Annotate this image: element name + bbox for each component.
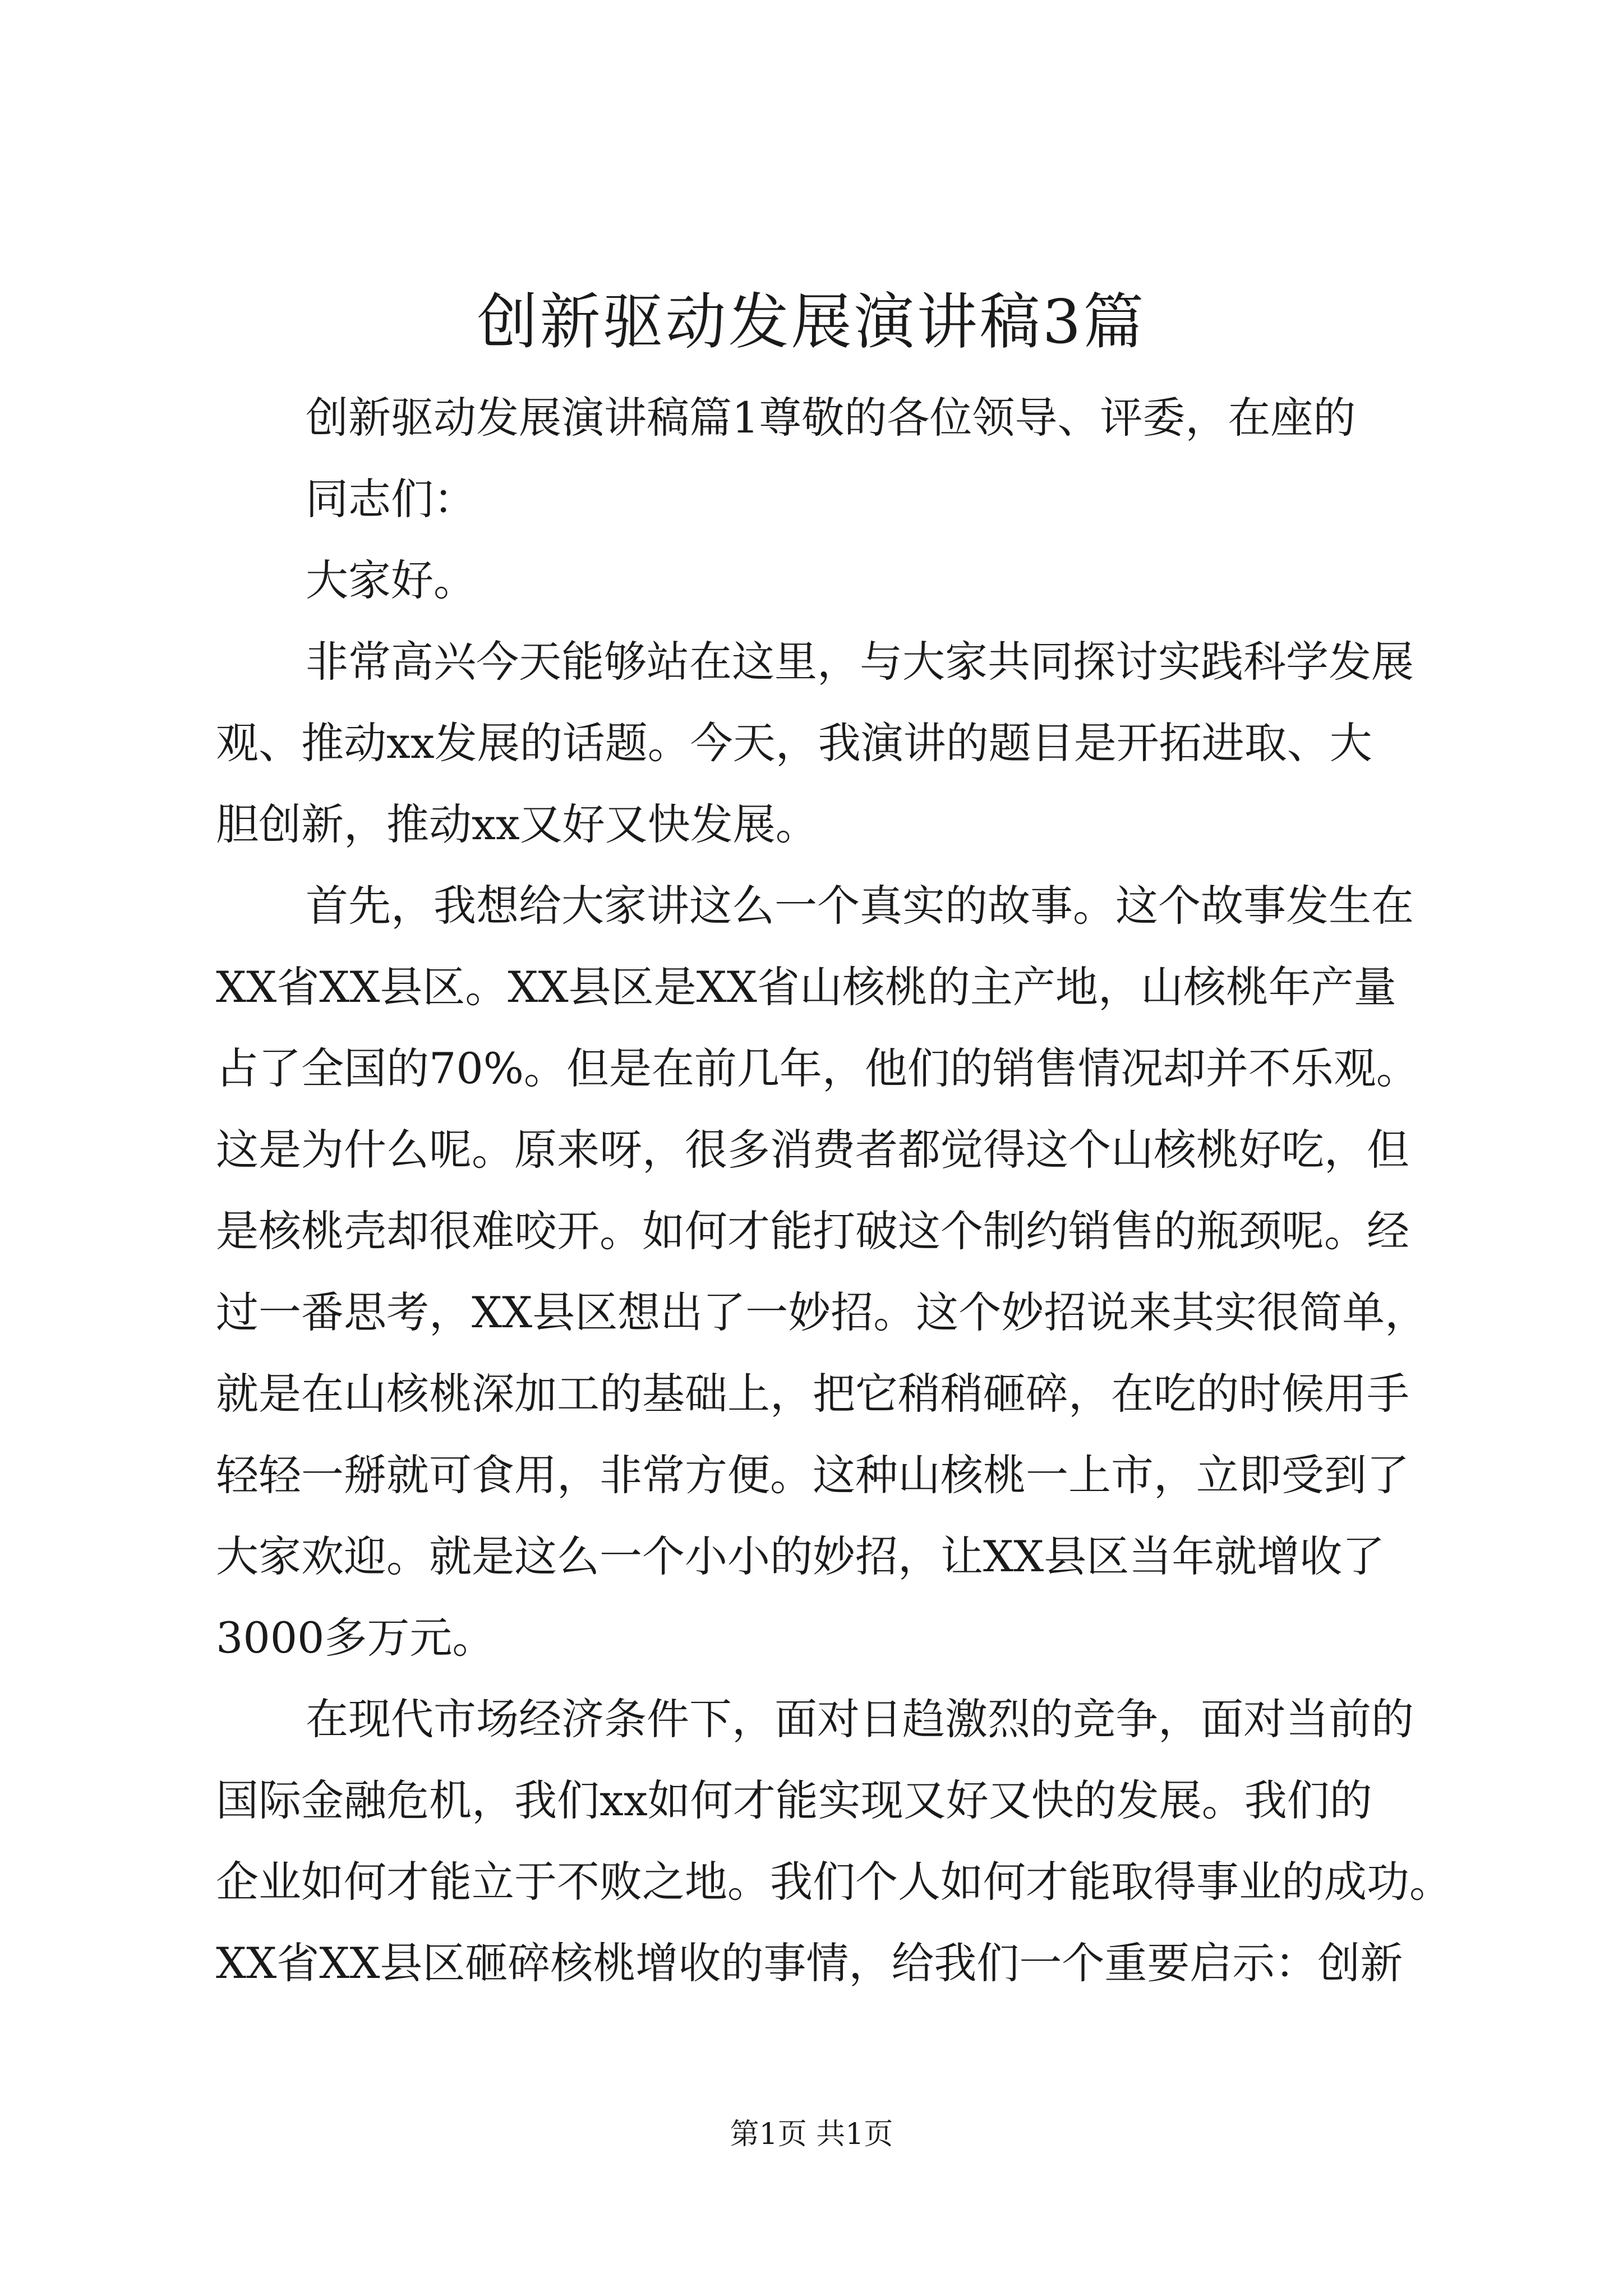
text-line: 就是在山核桃深加工的基础上，把它稍稍砸碎，在吃的时候用手 <box>216 1369 1409 1419</box>
text-line: XX省XX县区砸碎核桃增收的事情，给我们一个重要启示：创新 <box>216 1938 1403 1988</box>
text-line: 是核桃壳却很难咬开。如何才能打破这个制约销售的瓶颈呢。经 <box>216 1206 1409 1256</box>
text-line: 同志们： <box>306 474 476 524</box>
text-line: 观、推动xx发展的话题。今天，我演讲的题目是开拓进取、大 <box>216 718 1372 768</box>
text-line: 企业如何才能立于不败之地。我们个人如何才能取得事业的成功。 <box>216 1857 1452 1907</box>
text-line: 占了全国的70%。但是在前几年，他们的销售情况却并不乐观。 <box>216 1043 1419 1093</box>
text-line: 胆创新，推动xx又好又快发展。 <box>216 799 818 849</box>
text-line: 轻轻一掰就可食用，非常方便。这种山核桃一上市，立即受到了 <box>216 1450 1409 1500</box>
document-title: 创新驱动发展演讲稿3篇 <box>477 287 1146 357</box>
text-line: 大家好。 <box>306 555 476 605</box>
text-line: 这是为什么呢。原来呀，很多消费者都觉得这个山核桃好吃，但 <box>216 1125 1409 1175</box>
text-line: 国际金融危机，我们xx如何才能实现又好又快的发展。我们的 <box>216 1775 1372 1825</box>
text-line: 首先，我想给大家讲这么一个真实的故事。这个故事发生在 <box>306 881 1414 931</box>
text-line: XX省XX县区。XX县区是XX省山核桃的主产地，山核桃年产量 <box>216 962 1396 1012</box>
page-footer: 第1页 共1页 <box>730 2118 893 2151</box>
text-line: 在现代市场经济条件下，面对日趋激烈的竞争，面对当前的 <box>306 1694 1414 1744</box>
text-line: 3000多万元。 <box>216 1613 495 1663</box>
text-line: 大家欢迎。就是这么一个小小的妙招，让XX县区当年就增收了 <box>216 1531 1385 1581</box>
text-line: 非常高兴今天能够站在这里，与大家共同探讨实践科学发展 <box>306 637 1414 687</box>
text-line: 过一番思考，XX县区想出了一妙招。这个妙招说来其实很简单， <box>216 1287 1428 1337</box>
text-line: 创新驱动发展演讲稿篇1尊敬的各位领导、评委，在座的 <box>306 393 1356 443</box>
